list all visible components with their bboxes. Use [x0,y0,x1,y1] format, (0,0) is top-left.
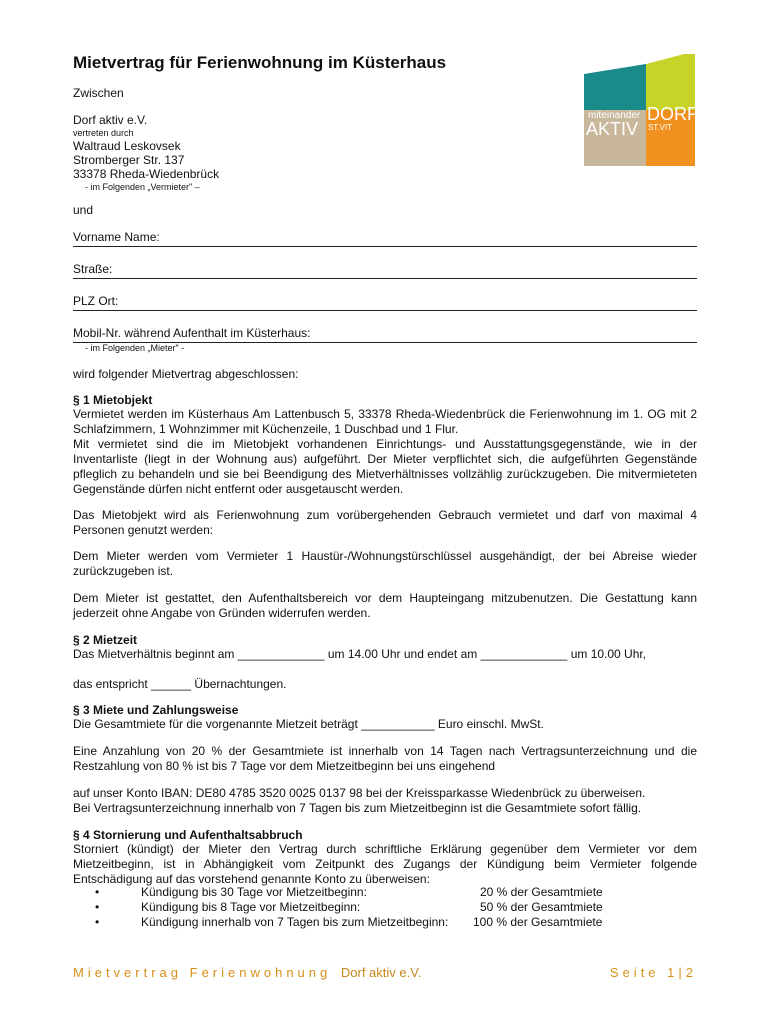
logo-text-aktiv: AKTIV [586,119,639,139]
section-1-heading: § 1 Mietobjekt [73,393,153,407]
cancellation-value: 50 % der Gesamtmiete [480,900,603,914]
section-3-para-4: Bei Vertragsunterzeichnung innerhalb von 7 Tagen bis zum Mietzeitbeginn ist die Gesamtmiete sofort fällig. [73,801,642,815]
footer-title: Mietvertrag Ferienwohnung [73,965,332,980]
und-label: und [73,203,94,217]
cancellation-value: 20 % der Gesamtmiete [480,885,603,899]
tenant-role-note: - im Folgenden „Mieter" - [85,343,185,353]
list-item [95,915,655,930]
zwischen-label: Zwischen [73,86,124,100]
bullet-icon: • [95,915,100,929]
footer-org: Dorf aktiv e.V. [340,965,422,980]
tenant-street-field[interactable] [73,262,697,279]
landlord-street: Stromberger Str. 137 [73,153,185,167]
cancellation-label: Kündigung innerhalb von 7 Tagen bis zum Mietzeitbeginn: [141,915,449,929]
section-4-heading: § 4 Stornierung und Aufenthaltsabbruch [73,828,303,842]
landlord-role-note: - im Folgenden „Vermieter" – [85,182,200,192]
page-number: Seite 1|2 [609,965,697,980]
section-1-para-3: Das Mietobjekt wird als Ferienwohnung zum vorübergehenden Gebrauch vermietet und darf von maximal 4 Personen genutzt werden: [73,508,697,537]
logo-text-stvit: ST.VIT [648,123,673,132]
bullet-icon: • [95,885,100,899]
tenant-plz-label: PLZ Ort: [73,294,119,308]
section-3-para-2: Eine Anzahlung von 20 % der Gesamtmiete ist innerhalb von 14 Tagen nach Vertragsunterzeichnung und die Restzahlung von 80 % ist bis 7 Tage vor dem Mietzeitbeginn bei uns eingehend [73,744,697,773]
cancellation-label: Kündigung bis 30 Tage vor Mietzeitbeginn: [141,885,367,899]
section-3-heading: § 3 Miete und Zahlungsweise [73,703,239,717]
cancellation-value: 100 % der Gesamtmiete [473,915,603,929]
landlord-city: 33378 Rheda-Wiedenbrück [73,167,220,181]
section-2-heading: § 2 Mietzeit [73,633,138,647]
section-3-para-1: Die Gesamtmiete für die vorgenannte Mietzeit beträgt ___________ Euro einschl. MwSt. [73,717,544,731]
section-1-para-5: Dem Mieter ist gestattet, den Aufenthaltsbereich vor dem Haupteingang mitzubenutzen. Die Gestattung kann jederzeit ohne Angabe von Gründen widerrufen werden. [73,591,697,620]
footer [73,965,421,980]
logo-text-dorf: DORF [647,104,695,124]
landlord-name: Waltraud Leskovsek [73,139,181,153]
tenant-name-label: Vorname Name: [73,230,160,244]
tenant-name-field[interactable] [73,230,697,247]
tenant-mobile-field[interactable] [73,326,697,343]
list-item [95,900,655,915]
bullet-icon: • [95,900,100,914]
section-3-para-3: auf unser Konto IBAN: DE80 4785 3520 0025 0137 98 bei der Kreissparkasse Wiedenbrück zu überweisen. [73,786,646,800]
section-2-para-2: das entspricht ______ Übernachtungen. [73,677,287,691]
document-title: Mietvertrag für Ferienwohnung im Küsterhaus [73,53,447,72]
landlord-org: Dorf aktiv e.V. [73,113,148,127]
dorf-aktiv-logo [584,52,695,166]
section-2-para-1: Das Mietverhältnis beginnt am _____________ um 14.00 Uhr und endet am _____________ um 10.00 Uhr, [73,647,647,661]
logo-text-miteinander: miteinander [588,110,641,121]
section-1-para-1: Vermietet werden im Küsterhaus Am Lattenbusch 5, 33378 Rheda-Wiedenbrück die Ferienwohnung im 1. OG mit 2 Schlafzimmern, 1 Wohnzimmer mit Küchenzeile, 1 Duschbad und 1 Flur. [73,407,697,436]
intro-text: wird folgender Mietvertrag abgeschlossen: [73,367,299,381]
cancellation-list [95,885,655,930]
cancellation-label: Kündigung bis 8 Tage vor Mietzeitbeginn: [141,900,361,914]
represented-by-label: vertreten durch [73,128,134,138]
section-1-para-4: Dem Mieter werden vom Vermieter 1 Haustür-/Wohnungstürschlüssel ausgehändigt, der bei Abreise wieder zurückzugeben ist. [73,549,697,578]
section-4-para-1: Storniert (kündigt) der Mieter den Vertrag durch schriftliche Erklärung gegenüber dem Vermieter vor dem Mietzeitbeginn, ist in Abhängigkeit vom Zeitpunkt des Zugangs der Kündigung beim Vermieter folgende Entschädigung auf das vorstehend genannte Konto zu überweisen: [73,842,697,886]
tenant-plz-field[interactable] [73,294,697,311]
tenant-mobile-label: Mobil-Nr. während Aufenthalt im Küsterhaus: [73,326,311,340]
section-1-para-2: Mit vermietet sind die im Mietobjekt vorhandenen Einrichtungs- und Ausstattungsgegenstände, wie in der Inventarliste (liegt in der Wohnung aus) aufgeführt. Der Mieter verpflichtet sich, die aufgeführten Gegenstände pfleglich zu behandeln und sie bei Beendigung des Mietverhältnisses vollzählig zurückzugeben. Die mitvermieteten Gegenstände dürfen nicht entfernt oder ausgetauscht werden. [73,437,697,496]
list-item [95,885,655,900]
tenant-street-label: Straße: [73,262,113,276]
